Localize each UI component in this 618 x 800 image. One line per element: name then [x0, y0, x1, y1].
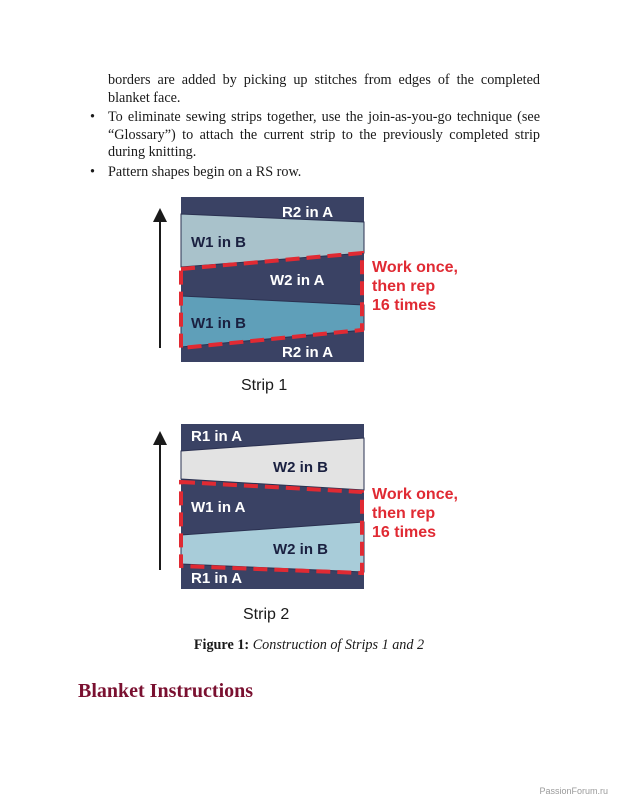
strip2-section-label: R1 in A — [191, 428, 243, 445]
strip2-repeat-note: Work once, — [372, 486, 458, 503]
strip2-diagram — [153, 424, 458, 623]
strip1-section-label: R2 in A — [282, 204, 334, 221]
site-watermark: PassionForum.ru — [539, 786, 608, 796]
strip2-section-label: W1 in A — [191, 499, 246, 516]
bullet-text: Pattern shapes begin on a RS row. — [108, 163, 302, 180]
bullet-symbol: • — [90, 163, 95, 180]
section-heading: Blanket Instructions — [78, 680, 254, 702]
strip1-section-label: W1 in B — [191, 315, 246, 332]
caption-text: Construction of Strips 1 and 2 — [252, 637, 425, 653]
bullet-symbol: • — [90, 109, 95, 125]
figure-caption — [0, 637, 618, 654]
strip1-label: Strip 1 — [241, 377, 288, 394]
strip2-repeat-note: then rep — [372, 505, 436, 522]
strip1-diagram — [153, 197, 458, 394]
strip1-repeat-note: Work once, — [372, 259, 458, 276]
strip1-section-label: W1 in B — [191, 234, 246, 251]
arrow-head — [153, 431, 167, 445]
strip2-label: Strip 2 — [243, 606, 290, 623]
strip1-repeat-note: 16 times — [372, 297, 437, 314]
arrow-head — [153, 208, 167, 222]
strip1-repeat-note: then rep — [372, 278, 436, 295]
paragraph-continuation: borders are added by picking up stitches from edges of the completed blanket face. — [108, 72, 540, 106]
caption-prefix: Figure 1: — [193, 637, 250, 653]
strip2-repeat-note: 16 times — [372, 524, 437, 541]
strip2-section-label: W2 in B — [273, 459, 328, 476]
bullet-text: To eliminate sewing strips together, use the join-as-you-go technique (see “Glossary”) to attach the current strip to the previously completed strip during knitting. — [108, 109, 540, 160]
strip1-section-label: W2 in A — [270, 272, 325, 289]
strip1-section-label: R2 in A — [282, 344, 334, 361]
strip2-section-label: W2 in B — [273, 541, 328, 558]
strip2-section-label: R1 in A — [191, 570, 243, 587]
